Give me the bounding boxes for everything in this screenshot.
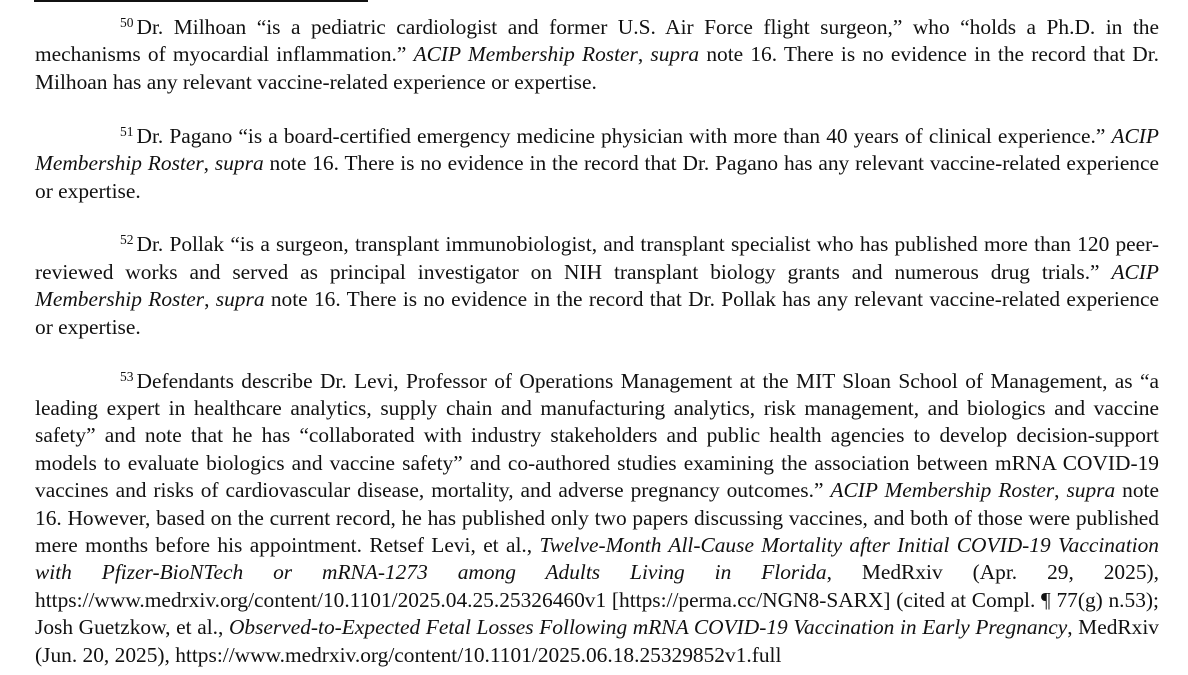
footnote-text: , [637,42,651,67]
footnote-text: , MedRxiv (Apr. 29, 2025), https://www.medrxiv.org/content/10.1101/2025.04.25.25326460v1 [https://perma.cc/NGN8-SARX] (cited at Compl. ¶ 77(g) n.53); Josh Guetzkow, et al., [35,560,1159,640]
footnote-text: , [203,151,215,176]
footnote-53 [35,368,1159,669]
footnote-italic-text: ACIP Membership Roster [35,259,1159,312]
footnote-51 [35,123,1159,205]
footnote-text: note 16. There is no evidence in the record that Dr. Pollak has any relevant vaccine-related experience or expertise. [35,287,1160,339]
footnote-italic-text: Observed-to-Expected Fetal Losses Following mRNA COVID-19 Vaccination in Early Pregnancy [228,615,1068,640]
footnote-text: , [1054,478,1067,503]
footnote-italic-text: supra [650,42,700,67]
footnote-italic-text: Twelve-Month All-Cause Mortality after Initial COVID-19 Vaccination with Pfizer-BioNTech or mRNA-1273 among Adults Living in Florida [35,533,1159,585]
footnote-number: 50 [120,15,134,30]
footnote-text: , [204,287,216,312]
footnote-italic-text: supra [1066,478,1116,503]
footnote-number: 52 [120,232,134,248]
footnote-number: 53 [120,368,134,384]
footnote-text: , MedRxiv (Jun. 20, 2025), https://www.medrxiv.org/content/10.1101/2025.06.18.25329852v1.full [35,615,1159,667]
footnote-italic-text: supra [215,287,265,312]
footnote-text: Dr. Pollak “is a surgeon, transplant immunobiologist, and transplant specialist who has published more than 120 peer-reviewed works and served as principal investigator on NIH transplant biology grants and numerous drug trials.” [35,232,1159,284]
footnote-text: Dr. Milhoan “is a pediatric cardiologist and former U.S. Air Force flight surgeon,” who “holds a Ph.D. in the mechanisms of myocardial inflammation.” [35,15,1159,67]
footnote-text: note 16. There is no evidence in the record that Dr. Milhoan has any relevant vaccine-related experience or expertise. [35,42,1159,94]
footnote-52 [35,231,1159,341]
footnote-italic-text: ACIP Membership Roster [413,42,638,67]
footnote-italic-text: ACIP Membership Roster [35,123,1159,176]
footnote-text: Dr. Pagano “is a board-certified emergency medicine physician with more than 40 years of clinical experience.” [136,123,1112,148]
footnote-text: note 16. However, based on the current record, he has published only two papers discussing vaccines, and both of those were published mere months before his appointment. Retsef Levi, et al., [35,478,1159,557]
footnote-text: note 16. There is no evidence in the record that Dr. Pagano has any relevant vaccine-related experience or expertise. [35,151,1159,203]
footnotes-section [35,14,1159,675]
footnote-number: 51 [120,123,134,139]
footnote-separator-rule [34,0,368,2]
footnote-text: Defendants describe Dr. Levi, Professor of Operations Management at the MIT Sloan School of Management, as “a leading expert in healthcare analytics, supply chain and manufacturing analytics, risk management, and biologics and vaccine safety” and note that he has “collaborated with industry stakeholders and public health agencies to develop decision-support models to evaluate biologics and vaccine safety” and co-authored studies examining the association between mRNA COVID-19 vaccines and risks of cardiovascular disease, mortality, and adverse pregnancy outcomes.” [35,368,1159,503]
footnote-50 [35,14,1159,96]
footnote-italic-text: supra [214,151,264,176]
footnote-italic-text: ACIP Membership Roster [830,478,1055,503]
